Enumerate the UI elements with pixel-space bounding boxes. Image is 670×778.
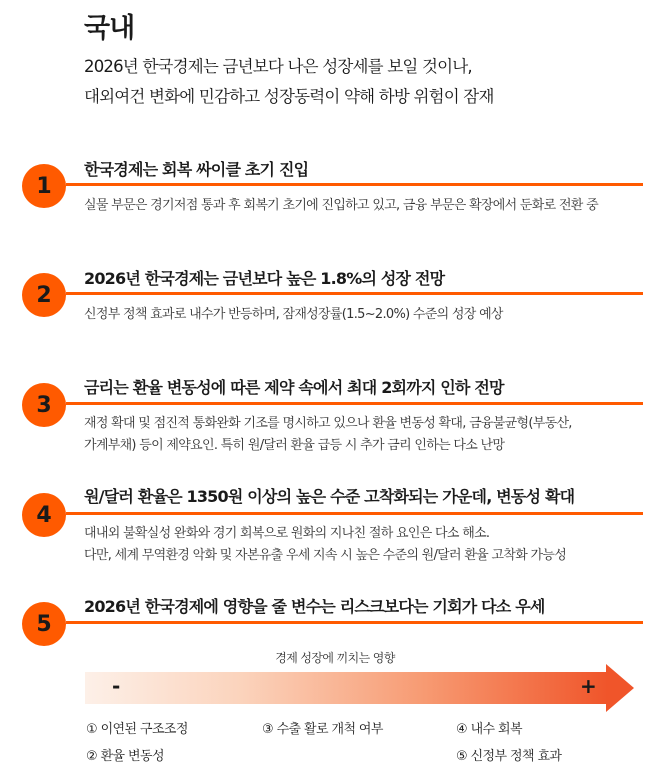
page-title: 국내: [84, 13, 135, 44]
impact-factor: ⑤ 신정부 정책 효과: [456, 749, 562, 764]
description-line: 신정부 정책 효과로 내수가 반등하며, 잠재성장률(1.5~2.0%) 수준의 성장 예상: [84, 307, 503, 322]
item-heading: 금리는 환율 변동성에 따른 제약 속에서 최대 2회까지 인하 전망: [84, 378, 504, 397]
item-description: [84, 195, 664, 217]
impact-label: 경제 성장에 끼치는 영향: [275, 651, 395, 665]
item-divider: [66, 183, 643, 186]
item-description: [84, 413, 664, 457]
item-divider: [66, 621, 643, 624]
arrow-right-icon: [606, 664, 634, 712]
item-divider: [66, 292, 643, 295]
description-line: 다만, 세계 무역환경 악화 및 자본유출 우세 지속 시 높은 수준의 원/달러 환율 고착화 가능성: [84, 548, 567, 563]
item-heading: 원/달러 환율은 1350원 이상의 높은 수준 고착화되는 가운데, 변동성 확대: [84, 487, 575, 506]
impact-factor: ④ 내수 회복: [456, 722, 522, 737]
subtitle-line: 대외여건 변화에 민감하고 성장동력이 약해 하방 위험이 잠재: [84, 87, 494, 106]
item-number-badge: 5: [22, 602, 66, 646]
impact-gradient-bar: [85, 672, 608, 704]
item-divider: [66, 402, 643, 405]
description-line: 대내외 불확실성 완화와 경기 회복으로 원화의 지나친 절하 요인은 다소 해소.: [84, 526, 490, 541]
negative-sign: -: [112, 674, 121, 698]
impact-factor: ① 이연된 구조조정: [86, 722, 188, 737]
positive-sign: +: [580, 674, 597, 698]
item-heading: 2026년 한국경제에 영향을 줄 변수는 리스크보다는 기회가 다소 우세: [84, 597, 545, 616]
item-description: [84, 523, 664, 567]
impact-factor: ③ 수출 활로 개척 여부: [262, 722, 383, 737]
page-subtitle: [84, 52, 494, 112]
item-number-badge: 4: [22, 493, 66, 537]
item-description: [84, 304, 664, 326]
description-line: 가계부채) 등이 제약요인. 특히 원/달러 환율 급등 시 추가 금리 인하는 다소 난망: [84, 438, 505, 453]
item-number-badge: 3: [22, 383, 66, 427]
item-divider: [66, 512, 643, 515]
impact-factor: ② 환율 변동성: [86, 749, 164, 764]
item-number-badge: 2: [22, 273, 66, 317]
item-heading: 2026년 한국경제는 금년보다 높은 1.8%의 성장 전망: [84, 269, 445, 288]
description-line: 재정 확대 및 점진적 통화완화 기조를 명시하고 있으나 환율 변동성 확대, 금융불균형(부동산,: [84, 416, 572, 431]
item-heading: 한국경제는 회복 싸이클 초기 진입: [84, 160, 309, 179]
description-line: 실물 부문은 경기저점 통과 후 회복기 초기에 진입하고 있고, 금융 부문은 확장에서 둔화로 전환 중: [84, 198, 598, 213]
item-number-badge: 1: [22, 164, 66, 208]
subtitle-line: 2026년 한국경제는 금년보다 나은 성장세를 보일 것이나,: [84, 57, 472, 76]
